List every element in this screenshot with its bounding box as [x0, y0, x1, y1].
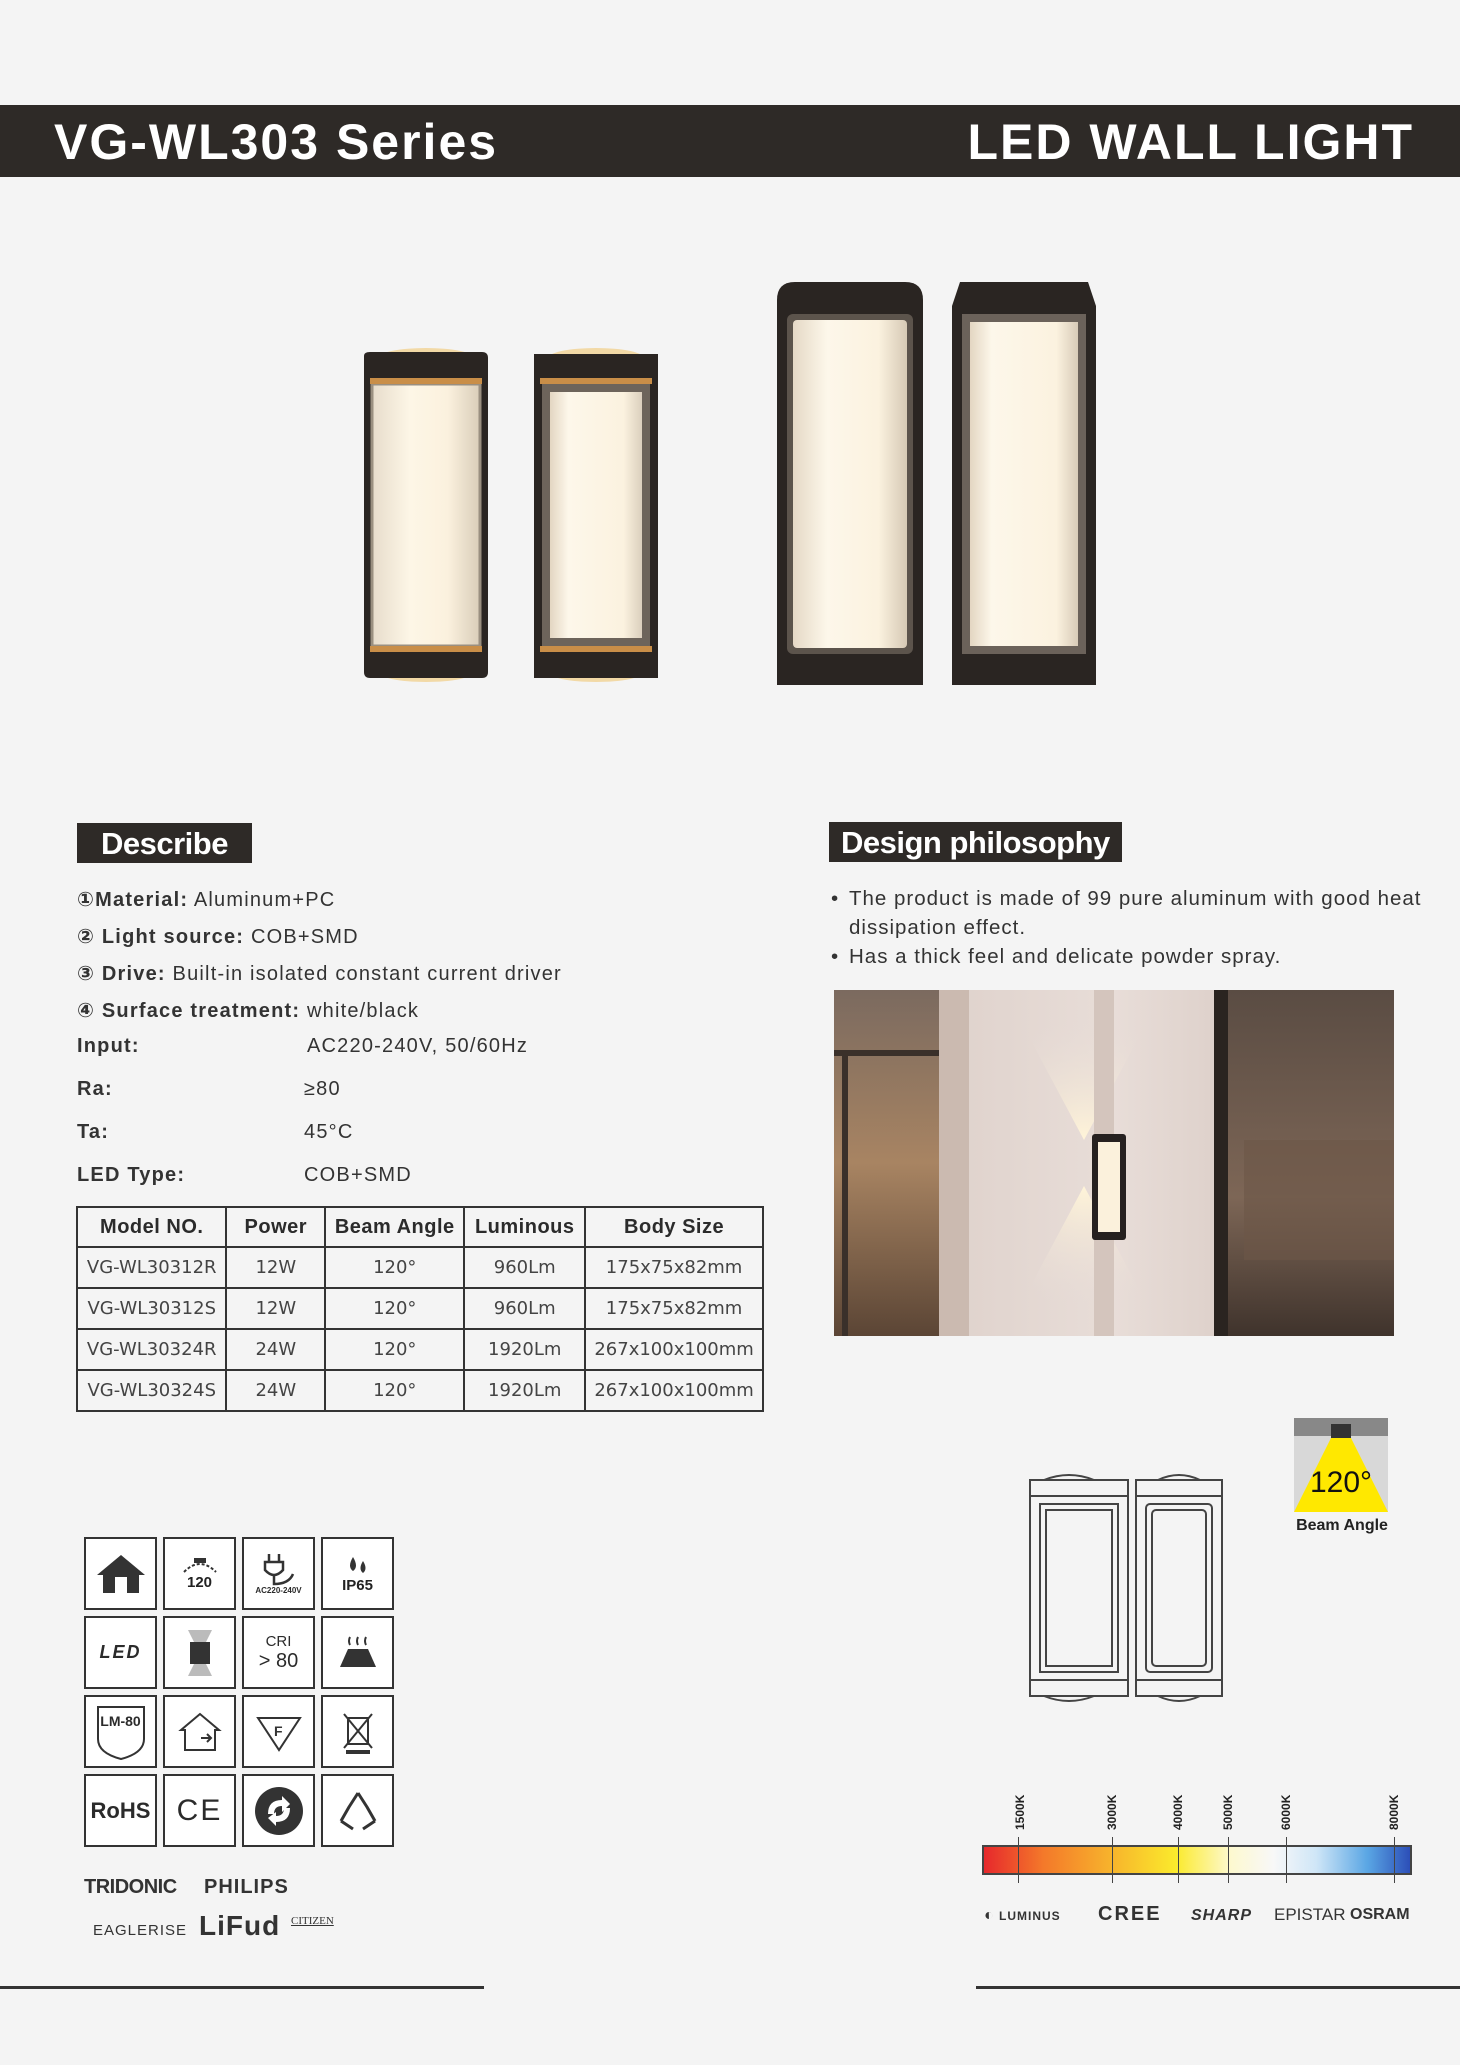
cell: 267x100x100mm: [585, 1329, 763, 1370]
lamp-round-large: [775, 280, 925, 690]
table-row: [77, 1329, 763, 1370]
beam-120-icon: 120: [163, 1537, 236, 1610]
cell: 120°: [325, 1329, 464, 1370]
table-row: [77, 1370, 763, 1411]
design-bullets: [829, 884, 1429, 971]
footer-rule-left: [0, 1986, 484, 1989]
cell: 1920Lm: [464, 1329, 585, 1370]
cell: 24W: [226, 1329, 325, 1370]
cct-tick: [1286, 1837, 1287, 1883]
cct-tick: [1228, 1837, 1229, 1883]
cct-label-5000k: 5000K: [1221, 1794, 1235, 1830]
product-photos: [350, 270, 1130, 700]
bullet-item: • Has a thick feel and delicate powder spray.: [829, 942, 1429, 971]
brand-philips: PHILIPS: [204, 1876, 289, 1898]
brand-epistar: EPISTAR: [1274, 1905, 1346, 1924]
cct-tick: [1112, 1837, 1113, 1883]
beam-angle-label: Beam Angle: [1296, 1517, 1388, 1534]
cell: 175x75x82mm: [585, 1288, 763, 1329]
green-dot-icon: [242, 1774, 315, 1847]
svg-text:F: F: [273, 1722, 283, 1739]
ce-icon: CE: [163, 1774, 236, 1847]
cell: 1920Lm: [464, 1370, 585, 1411]
models-table: [76, 1206, 764, 1412]
cct-label-8000k: 8000K: [1387, 1794, 1401, 1830]
indoor-house-icon: [84, 1537, 157, 1610]
line-drawing: [1024, 1470, 1228, 1706]
rohs-icon: RoHS: [84, 1774, 157, 1847]
cct-label-1500k: 1500K: [1013, 1794, 1027, 1830]
cell: 12W: [226, 1247, 325, 1288]
cell: 120°: [325, 1288, 464, 1329]
th-beam: Beam Angle: [325, 1207, 464, 1247]
th-luminous: Luminous: [464, 1207, 585, 1247]
cct-tick: [1394, 1837, 1395, 1883]
ip65-water-icon: IP65: [321, 1537, 394, 1610]
spec-light-source: ② Light source: COB+SMD: [77, 926, 359, 948]
brand-lifud: LiFud: [199, 1910, 281, 1941]
spec-surface: ④ Surface treatment: white/black: [77, 1000, 420, 1022]
cct-label-4000k: 4000K: [1171, 1794, 1185, 1830]
series-title: VG-WL303 Series: [54, 114, 499, 170]
lamp-round-small: [360, 348, 492, 682]
bullet-item: • The product is made of 99 pure aluminum with good heat dissipation effect.: [829, 884, 1429, 942]
cell: 960Lm: [464, 1288, 585, 1329]
cct-color-bar: [982, 1845, 1412, 1875]
cell: VG-WL30312S: [77, 1288, 226, 1329]
table-row: [77, 1247, 763, 1288]
cell: 12W: [226, 1288, 325, 1329]
brand-tridonic: TRIDONIC: [84, 1876, 177, 1898]
cct-label-3000k: 3000K: [1105, 1794, 1119, 1830]
brand-osram: OSRAM: [1350, 1906, 1410, 1923]
cell: 175x75x82mm: [585, 1247, 763, 1288]
led-icon: LED: [84, 1616, 157, 1689]
table-row: [77, 1288, 763, 1329]
recycle-icon: [321, 1774, 394, 1847]
cell: VG-WL30312R: [77, 1247, 226, 1288]
cell: VG-WL30324S: [77, 1370, 226, 1411]
cell: 24W: [226, 1370, 325, 1411]
spec-material: ①Material: Aluminum+PC: [77, 889, 336, 911]
brand-cree: CREE: [1098, 1903, 1162, 1925]
cct-label-6000k: 6000K: [1279, 1794, 1293, 1830]
installation-photo: [834, 990, 1394, 1336]
cell: 120°: [325, 1370, 464, 1411]
up-down-light-icon: [163, 1616, 236, 1689]
category-title: LED WALL LIGHT: [967, 114, 1414, 170]
beam-angle-value: 120°: [1309, 1466, 1373, 1499]
lm80-icon: LM-80: [84, 1695, 157, 1768]
cct-tick: [1018, 1837, 1019, 1883]
brand-eaglerise: EAGLERISE: [93, 1922, 188, 1939]
header-bar: [0, 105, 1460, 177]
th-power: Power: [226, 1207, 325, 1247]
cell: 267x100x100mm: [585, 1370, 763, 1411]
cell: 960Lm: [464, 1247, 585, 1288]
cell: VG-WL30324R: [77, 1329, 226, 1370]
cct-tick: [1178, 1837, 1179, 1883]
lamp-square-small: [530, 348, 662, 682]
cri-icon: CRI > 80: [242, 1616, 315, 1689]
heat-dissipation-icon: [321, 1616, 394, 1689]
brand-citizen: CITIZEN: [291, 1915, 334, 1927]
cell: 120°: [325, 1247, 464, 1288]
footer-rule-right: [976, 1986, 1460, 1989]
th-size: Body Size: [585, 1207, 763, 1247]
design-title: Design philosophy: [829, 822, 1122, 862]
table-header-row: [77, 1207, 763, 1247]
brand-sharp: SHARP: [1191, 1907, 1253, 1924]
th-model: Model NO.: [77, 1207, 226, 1247]
weee-bin-icon: [321, 1695, 394, 1768]
spec-drive: ③ Drive: Built-in isolated constant current driver: [77, 963, 562, 985]
lamp-square-large: [950, 280, 1098, 690]
brand-luminus: ◐ LUMINUS: [984, 1907, 1061, 1924]
outdoor-house-icon: [163, 1695, 236, 1768]
plug-voltage-icon: AC220-240V: [242, 1537, 315, 1610]
describe-title: Describe: [77, 823, 252, 863]
f-mark-icon: [242, 1695, 315, 1768]
